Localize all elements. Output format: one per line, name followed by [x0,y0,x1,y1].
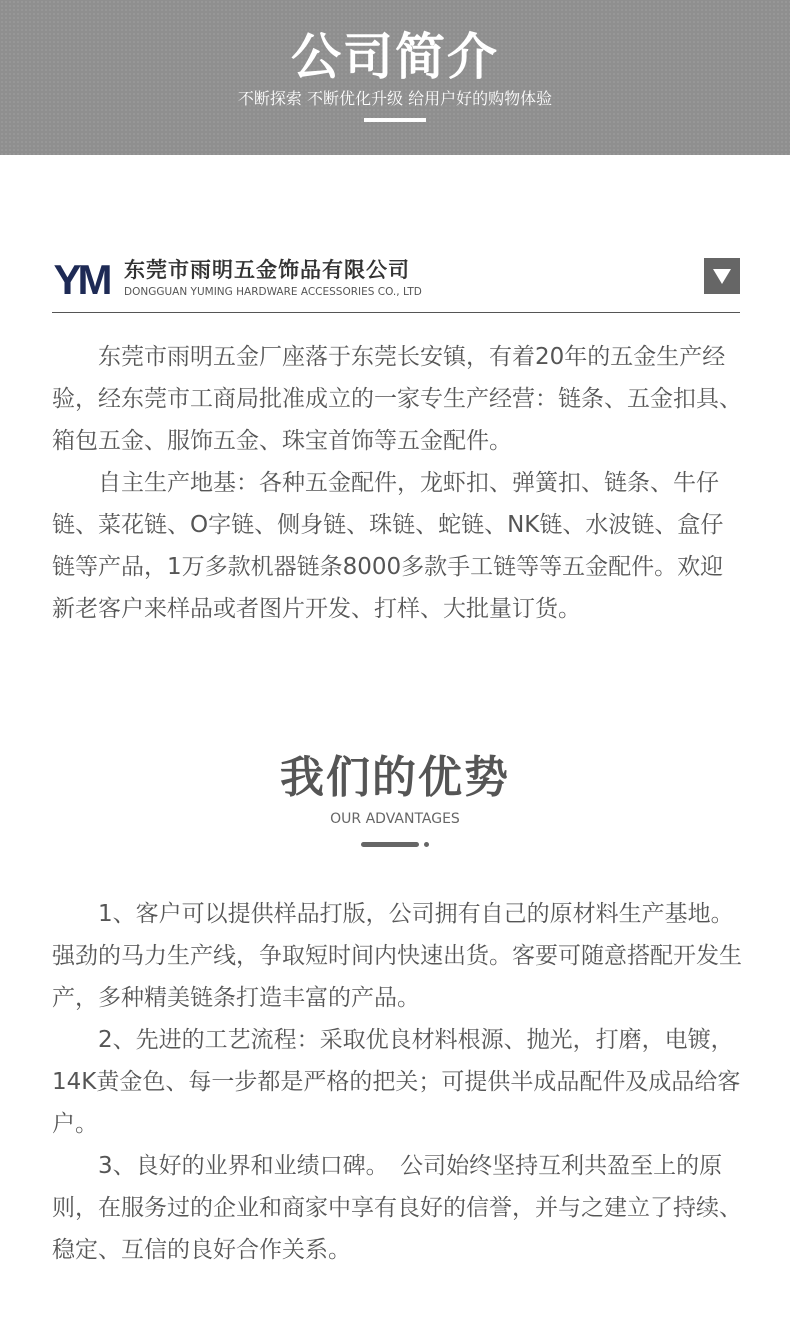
dropdown-toggle-button[interactable] [704,258,740,294]
advantages-divider-dot [424,842,429,847]
header-banner [0,0,790,155]
advantage-item-3: 3、良好的业界和业绩口碑。 公司始终坚持互利共盈至上的原则，在服务过的企业和商家中享有良好的信誉，并与之建立了持续、稳定、互信的良好合作关系。 [52,1153,742,1263]
company-name-en: DONGGUAN YUMING HARDWARE ACCESSORIES CO., LTD [124,286,422,298]
advantages-divider [361,842,419,847]
banner-divider [364,118,426,122]
advantages-subtitle: OUR ADVANTAGES [330,811,460,827]
company-logo [52,258,110,298]
intro-paragraph-2: 自主生产地基：各种五金配件，龙虾扣、弹簧扣、链条、牛仔链、菜花链、O字链、侧身链、珠链、蛇链、NK链、水波链、盒仔链等产品，1万多款机器链条8000多款手工链等等五金配件。欢迎新老客户来样品或者图片开发、打样、大批量订货。 [52,470,724,622]
intro-paragraph-1: 东莞市雨明五金厂座落于东莞长安镇，有着20年的五金生产经验，经东莞市工商局批准成立的一家专生产经营：链条、五金扣具、箱包五金、服饰五金、珠宝首饰等五金配件。 [52,344,742,454]
banner-subtitle: 不断探索 不断优化升级 给用户好的购物体验 [237,89,553,108]
advantage-item-2: 2、先进的工艺流程：采取优良材料根源、抛光，打磨，电镀，14K黄金色、每一步都是严格的把关；可提供半成品配件及成品给客户。 [52,1027,741,1137]
banner-title: 公司简介 [291,28,499,86]
company-header [52,252,740,313]
triangle-down-icon [713,269,731,284]
advantages-title: 我们的优势 [280,752,510,803]
company-name-cn: 东莞市雨明五金饰品有限公司 [124,258,410,282]
advantage-item-1: 1、客户可以提供样品打版，公司拥有自己的原材料生产基地。强劲的马力生产线，争取短时间内快速出货。客要可随意搭配开发生产，多种精美链条打造丰富的产品。 [52,901,742,1011]
logo-lettering: YM [53,258,109,298]
